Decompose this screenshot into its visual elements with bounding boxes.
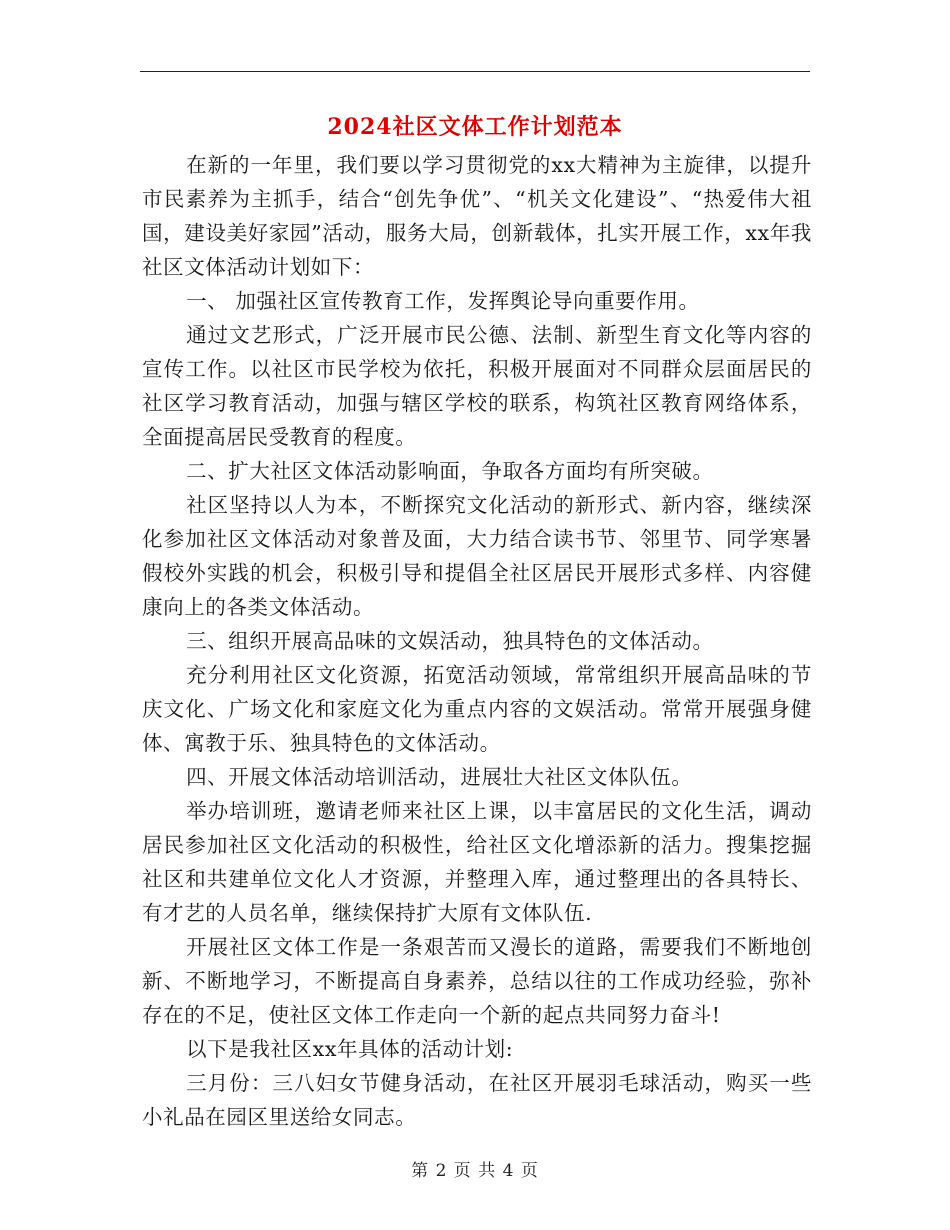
document-title: 2024社区文体工作计划范本 (327, 114, 623, 140)
paragraph-intro: 在新的一年里，我们要以学习贯彻党的xx大精神为主旋律，以提升市民素养为主抓手，结合“创先争优”、“机关文化建设”、“热爱伟大祖国，建设美好家园”活动，服务大局，创新载体，扎实开展工作，xx年我社区文体活动计划如下： (142, 153, 812, 279)
page-footer: 第 2 页 共 4 页 (411, 1161, 539, 1181)
heading-section-2: 二、扩大社区文体活动影响面，争取各方面均有所突破。 (186, 459, 714, 483)
header-rule (140, 71, 810, 72)
paragraph-section-2: 社区坚持以人为本，不断探究文化活动的新形式、新内容，继续深化参加社区文体活动对象普及面，大力结合读书节、邻里节、同学寒暑假校外实践的机会，积极引导和提倡全社区居民开展形式多样、内容健康向上的各类文体活动。 (142, 493, 812, 619)
heading-section-4: 四、开展文体活动培训活动，进展壮大社区文体队伍。 (186, 765, 693, 789)
paragraph-section-3: 充分利用社区文化资源，拓宽活动领域，常常组织开展高品味的节庆文化、广场文化和家庭文化为重点内容的文娱活动。常常开展强身健体、寓教于乐、独具特色的文体活动。 (142, 663, 812, 755)
heading-section-3: 三、组织开展高品味的文娱活动，独具特色的文体活动。 (186, 629, 714, 653)
paragraph-section-1: 通过文艺形式，广泛开展市民公德、法制、新型生育文化等内容的宣传工作。以社区市民学校为依托，积极开展面对不同群众层面居民的社区学习教育活动，加强与辖区学校的联系，构筑社区教育网络体系，全面提高居民受教育的程度。 (142, 323, 812, 449)
heading-section-1: 一、 加强社区宣传教育工作，发挥舆论导向重要作用。 (186, 289, 700, 313)
paragraph-plan-intro: 以下是我社区xx年具体的活动计划: (186, 1037, 514, 1061)
paragraph-section-4: 举办培训班，邀请老师来社区上课，以丰富居民的文化生活，调动居民参加社区文化活动的积极性，给社区文化增添新的活力。搜集挖掘社区和共建单位文化人才资源，并整理入库，通过整理出的各具特长、有才艺的人员名单，继续保持扩大原有文体队伍. (142, 799, 812, 925)
paragraph-march-plan: 三月份：三八妇女节健身活动，在社区开展羽毛球活动，购买一些小礼品在园区里送给女同志。 (142, 1071, 812, 1129)
paragraph-conclusion: 开展社区文体工作是一条艰苦而又漫长的道路，需要我们不断地创新、不断地学习，不断提高自身素养，总结以往的工作成功经验，弥补存在的不足，使社区文体工作走向一个新的起点共同努力奋斗! (142, 935, 812, 1027)
document-body (142, 148, 812, 1134)
